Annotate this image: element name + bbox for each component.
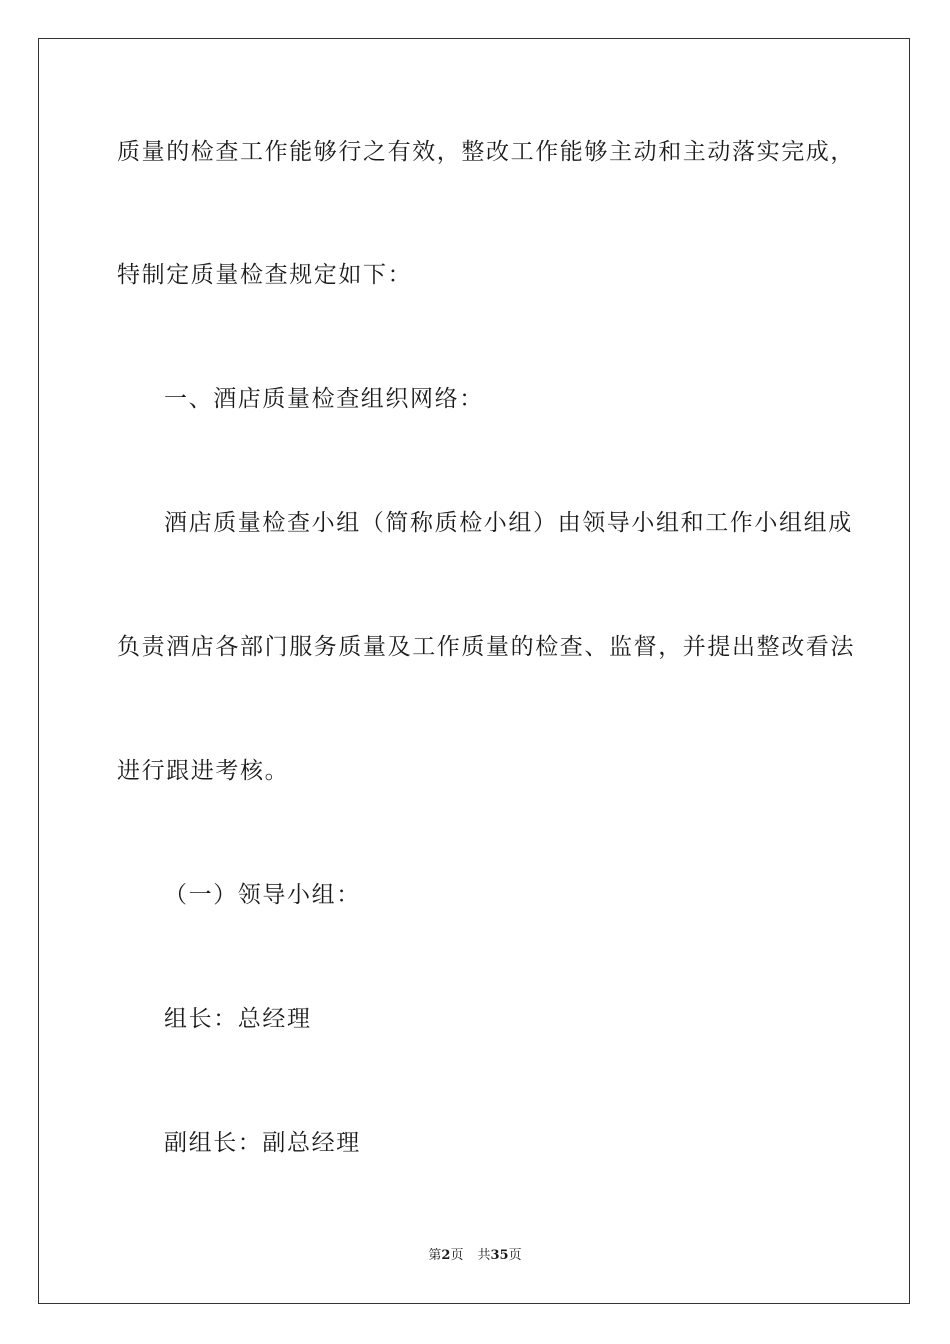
section-heading: 一、酒店质量检查组织网络：	[164, 386, 484, 412]
total-suffix: 页	[508, 1248, 522, 1263]
total-pages: 35	[490, 1248, 509, 1263]
body-line-4: 酒店质量检查小组（简称质检小组）由领导小组和工作小组组成	[164, 510, 853, 536]
total-prefix: 共	[477, 1248, 491, 1263]
page-number: 2	[441, 1248, 451, 1263]
body-line-6: 进行跟进考核。	[117, 758, 290, 784]
page-border	[38, 38, 910, 1304]
page-prefix: 第	[428, 1248, 442, 1263]
deputy-leader-line: 副组长：副总经理	[164, 1130, 361, 1156]
leader-line: 组长：总经理	[164, 1006, 312, 1032]
subsection-heading: （一）领导小组：	[164, 882, 361, 908]
body-line-1: 质量的检查工作能够行之有效，整改工作能够主动和主动落实完成，	[117, 139, 855, 165]
body-line-5: 负责酒店各部门服务质量及工作质量的检查、监督，并提出整改看法	[117, 634, 855, 660]
body-line-2: 特制定质量检查规定如下：	[117, 262, 413, 288]
page-footer	[0, 1249, 950, 1262]
page-suffix: 页	[450, 1248, 464, 1263]
